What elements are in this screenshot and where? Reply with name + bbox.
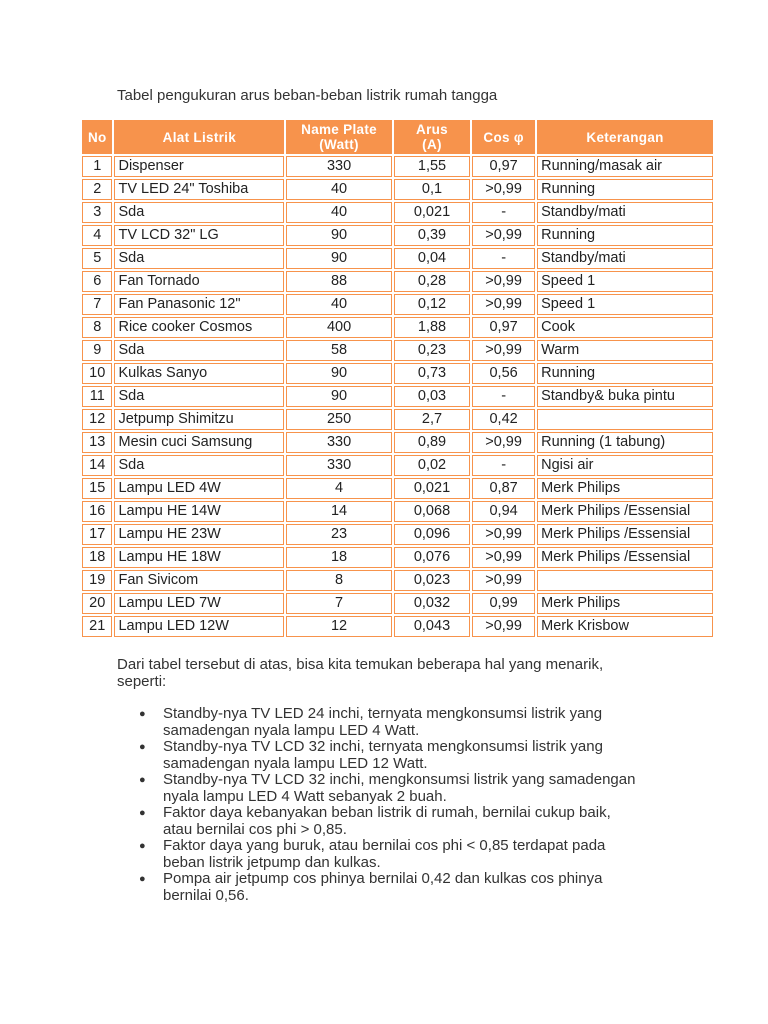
finding-item — [139, 870, 643, 904]
cell-arus: 2,7 — [394, 409, 470, 430]
cell-alat-listrik: Sda — [114, 202, 284, 223]
cell-cos-phi: >0,99 — [472, 294, 535, 315]
cell-keterangan: Merk Philips /Essensial — [537, 524, 713, 545]
cell-no: 4 — [82, 225, 112, 246]
cell-cos-phi: - — [472, 455, 535, 476]
table-row — [82, 386, 713, 407]
header-alat-listrik: Alat Listrik — [114, 120, 284, 154]
cell-arus: 0,73 — [394, 363, 470, 384]
table-row — [82, 340, 713, 361]
cell-keterangan: Standby/mati — [537, 202, 713, 223]
cell-cos-phi: - — [472, 248, 535, 269]
header-arus-line1: Arus — [416, 122, 448, 137]
cell-keterangan: Speed 1 — [537, 271, 713, 292]
cell-no: 5 — [82, 248, 112, 269]
intro-paragraph: Dari tabel tersebut di atas, bisa kita temukan beberapa hal yang menarik, seperti: — [117, 656, 604, 690]
cell-arus: 0,096 — [394, 524, 470, 545]
table-row — [82, 294, 713, 315]
cell-no: 12 — [82, 409, 112, 430]
cell-keterangan: Running (1 tabung) — [537, 432, 713, 453]
bullet-icon: ● — [139, 741, 146, 753]
cell-name-plate-watt: 7 — [286, 593, 392, 614]
cell-arus: 0,23 — [394, 340, 470, 361]
cell-alat-listrik: TV LCD 32" LG — [114, 225, 284, 246]
cell-arus: 0,28 — [394, 271, 470, 292]
header-name-plate-line2: (Watt) — [319, 137, 359, 152]
cell-no: 3 — [82, 202, 112, 223]
cell-cos-phi: >0,99 — [472, 616, 535, 637]
cell-cos-phi: 0,99 — [472, 593, 535, 614]
cell-cos-phi: >0,99 — [472, 524, 535, 545]
table-header-row — [82, 120, 713, 154]
cell-arus: 0,02 — [394, 455, 470, 476]
cell-no: 16 — [82, 501, 112, 522]
bullet-icon: ● — [139, 873, 146, 885]
cell-arus: 1,88 — [394, 317, 470, 338]
header-no: No — [82, 120, 112, 154]
finding-text: Pompa air jetpump cos phinya bernilai 0,42 dan kulkas cos phinya bernilai 0,56. — [163, 870, 603, 904]
cell-keterangan: Standby/mati — [537, 248, 713, 269]
cell-keterangan: Merk Philips — [537, 478, 713, 499]
cell-alat-listrik: Dispenser — [114, 156, 284, 177]
header-arus-line2: (A) — [422, 137, 442, 152]
cell-keterangan: Cook — [537, 317, 713, 338]
cell-alat-listrik: Lampu LED 12W — [114, 616, 284, 637]
finding-item — [139, 705, 643, 739]
cell-name-plate-watt: 58 — [286, 340, 392, 361]
cell-alat-listrik: Kulkas Sanyo — [114, 363, 284, 384]
table-row — [82, 363, 713, 384]
bullet-icon: ● — [139, 774, 146, 786]
cell-name-plate-watt: 330 — [286, 455, 392, 476]
cell-cos-phi: >0,99 — [472, 271, 535, 292]
table-row — [82, 547, 713, 568]
measurement-table — [80, 118, 715, 639]
cell-alat-listrik: Fan Panasonic 12" — [114, 294, 284, 315]
finding-text: Faktor daya yang buruk, atau bernilai cos phi < 0,85 terdapat pada beban listrik jetpump dan kulkas. — [163, 837, 606, 871]
cell-no: 20 — [82, 593, 112, 614]
cell-cos-phi: >0,99 — [472, 432, 535, 453]
cell-keterangan — [537, 570, 713, 591]
cell-keterangan: Warm — [537, 340, 713, 361]
cell-alat-listrik: Sda — [114, 386, 284, 407]
cell-arus: 0,39 — [394, 225, 470, 246]
cell-arus: 0,032 — [394, 593, 470, 614]
cell-name-plate-watt: 40 — [286, 294, 392, 315]
cell-arus: 0,03 — [394, 386, 470, 407]
header-arus — [394, 120, 470, 154]
cell-cos-phi: >0,99 — [472, 547, 535, 568]
cell-name-plate-watt: 14 — [286, 501, 392, 522]
table-row — [82, 478, 713, 499]
cell-cos-phi: 0,87 — [472, 478, 535, 499]
finding-text: Standby-nya TV LED 24 inchi, ternyata mengkonsumsi listrik yang samadengan nyala lampu LED 4 Watt. — [163, 705, 603, 739]
cell-arus: 1,55 — [394, 156, 470, 177]
cell-no: 14 — [82, 455, 112, 476]
cell-cos-phi: 0,56 — [472, 363, 535, 384]
table-row — [82, 179, 713, 200]
cell-arus: 0,1 — [394, 179, 470, 200]
cell-no: 8 — [82, 317, 112, 338]
cell-arus: 0,043 — [394, 616, 470, 637]
table-body — [82, 156, 713, 637]
table-row — [82, 202, 713, 223]
cell-arus: 0,12 — [394, 294, 470, 315]
cell-name-plate-watt: 88 — [286, 271, 392, 292]
header-name-plate — [286, 120, 392, 154]
table-row — [82, 455, 713, 476]
cell-arus: 0,076 — [394, 547, 470, 568]
cell-keterangan: Merk Philips /Essensial — [537, 547, 713, 568]
table-row — [82, 593, 713, 614]
bullet-icon: ● — [139, 840, 146, 852]
cell-alat-listrik: Rice cooker Cosmos — [114, 317, 284, 338]
cell-cos-phi: >0,99 — [472, 570, 535, 591]
cell-cos-phi: - — [472, 202, 535, 223]
cell-name-plate-watt: 250 — [286, 409, 392, 430]
cell-alat-listrik: Sda — [114, 340, 284, 361]
table-row — [82, 616, 713, 637]
cell-arus: 0,023 — [394, 570, 470, 591]
cell-alat-listrik: Lampu LED 7W — [114, 593, 284, 614]
cell-keterangan: Merk Philips — [537, 593, 713, 614]
table-row — [82, 225, 713, 246]
cell-name-plate-watt: 90 — [286, 363, 392, 384]
cell-no: 6 — [82, 271, 112, 292]
cell-cos-phi: >0,99 — [472, 340, 535, 361]
cell-arus: 0,021 — [394, 202, 470, 223]
cell-keterangan: Speed 1 — [537, 294, 713, 315]
table-row — [82, 524, 713, 545]
cell-no: 19 — [82, 570, 112, 591]
cell-keterangan: Standby& buka pintu — [537, 386, 713, 407]
cell-keterangan: Ngisi air — [537, 455, 713, 476]
cell-alat-listrik: Lampu HE 23W — [114, 524, 284, 545]
cell-keterangan: Running — [537, 225, 713, 246]
bullet-icon: ● — [139, 708, 146, 720]
cell-arus: 0,068 — [394, 501, 470, 522]
cell-alat-listrik: TV LED 24" Toshiba — [114, 179, 284, 200]
cell-alat-listrik: Sda — [114, 455, 284, 476]
cell-no: 17 — [82, 524, 112, 545]
cell-no: 13 — [82, 432, 112, 453]
cell-alat-listrik: Jetpump Shimitzu — [114, 409, 284, 430]
table-row — [82, 156, 713, 177]
finding-item — [139, 771, 643, 805]
cell-alat-listrik: Fan Tornado — [114, 271, 284, 292]
cell-no: 1 — [82, 156, 112, 177]
cell-name-plate-watt: 40 — [286, 179, 392, 200]
cell-alat-listrik: Mesin cuci Samsung — [114, 432, 284, 453]
cell-cos-phi: 0,42 — [472, 409, 535, 430]
cell-name-plate-watt: 90 — [286, 225, 392, 246]
table-row — [82, 317, 713, 338]
cell-arus: 0,021 — [394, 478, 470, 499]
cell-alat-listrik: Lampu LED 4W — [114, 478, 284, 499]
table-row — [82, 271, 713, 292]
table-row — [82, 501, 713, 522]
cell-arus: 0,89 — [394, 432, 470, 453]
cell-name-plate-watt: 330 — [286, 432, 392, 453]
finding-item — [139, 837, 643, 871]
cell-name-plate-watt: 90 — [286, 248, 392, 269]
cell-keterangan: Merk Philips /Essensial — [537, 501, 713, 522]
finding-text: Standby-nya TV LCD 32 inchi, ternyata mengkonsumsi listrik yang samadengan nyala lampu LED 12 Watt. — [163, 738, 603, 772]
cell-name-plate-watt: 400 — [286, 317, 392, 338]
cell-name-plate-watt: 18 — [286, 547, 392, 568]
cell-cos-phi: - — [472, 386, 535, 407]
cell-alat-listrik: Lampu HE 14W — [114, 501, 284, 522]
table-row — [82, 432, 713, 453]
header-keterangan: Keterangan — [537, 120, 713, 154]
cell-name-plate-watt: 40 — [286, 202, 392, 223]
cell-name-plate-watt: 8 — [286, 570, 392, 591]
cell-cos-phi: 0,97 — [472, 156, 535, 177]
table-row — [82, 409, 713, 430]
cell-no: 9 — [82, 340, 112, 361]
cell-no: 11 — [82, 386, 112, 407]
finding-item — [139, 738, 643, 772]
cell-name-plate-watt: 23 — [286, 524, 392, 545]
cell-alat-listrik: Fan Sivicom — [114, 570, 284, 591]
header-cos-phi: Cos φ — [472, 120, 535, 154]
cell-keterangan: Merk Krisbow — [537, 616, 713, 637]
cell-name-plate-watt: 12 — [286, 616, 392, 637]
cell-no: 15 — [82, 478, 112, 499]
finding-item — [139, 804, 643, 838]
cell-keterangan: Running — [537, 363, 713, 384]
finding-text: Faktor daya kebanyakan beban listrik di rumah, bernilai cukup baik, atau bernilai cos phi > 0,85. — [163, 804, 611, 838]
cell-cos-phi: >0,99 — [472, 225, 535, 246]
table-caption: Tabel pengukuran arus beban-beban listrik rumah tangga — [117, 87, 498, 104]
cell-cos-phi: 0,97 — [472, 317, 535, 338]
cell-no: 10 — [82, 363, 112, 384]
cell-keterangan — [537, 409, 713, 430]
cell-cos-phi: 0,94 — [472, 501, 535, 522]
cell-alat-listrik: Sda — [114, 248, 284, 269]
cell-keterangan: Running — [537, 179, 713, 200]
cell-no: 21 — [82, 616, 112, 637]
header-name-plate-line1: Name Plate — [301, 122, 377, 137]
cell-no: 2 — [82, 179, 112, 200]
cell-no: 7 — [82, 294, 112, 315]
cell-arus: 0,04 — [394, 248, 470, 269]
cell-name-plate-watt: 4 — [286, 478, 392, 499]
table-row — [82, 570, 713, 591]
bullet-icon: ● — [139, 807, 146, 819]
cell-keterangan: Running/masak air — [537, 156, 713, 177]
cell-cos-phi: >0,99 — [472, 179, 535, 200]
cell-name-plate-watt: 90 — [286, 386, 392, 407]
findings-list — [139, 705, 643, 904]
cell-name-plate-watt: 330 — [286, 156, 392, 177]
cell-alat-listrik: Lampu HE 18W — [114, 547, 284, 568]
table-row — [82, 248, 713, 269]
finding-text: Standby-nya TV LCD 32 inchi, mengkonsumsi listrik yang samadengan nyala lampu LED 4 Watt sebanyak 2 buah. — [163, 771, 636, 805]
cell-no: 18 — [82, 547, 112, 568]
